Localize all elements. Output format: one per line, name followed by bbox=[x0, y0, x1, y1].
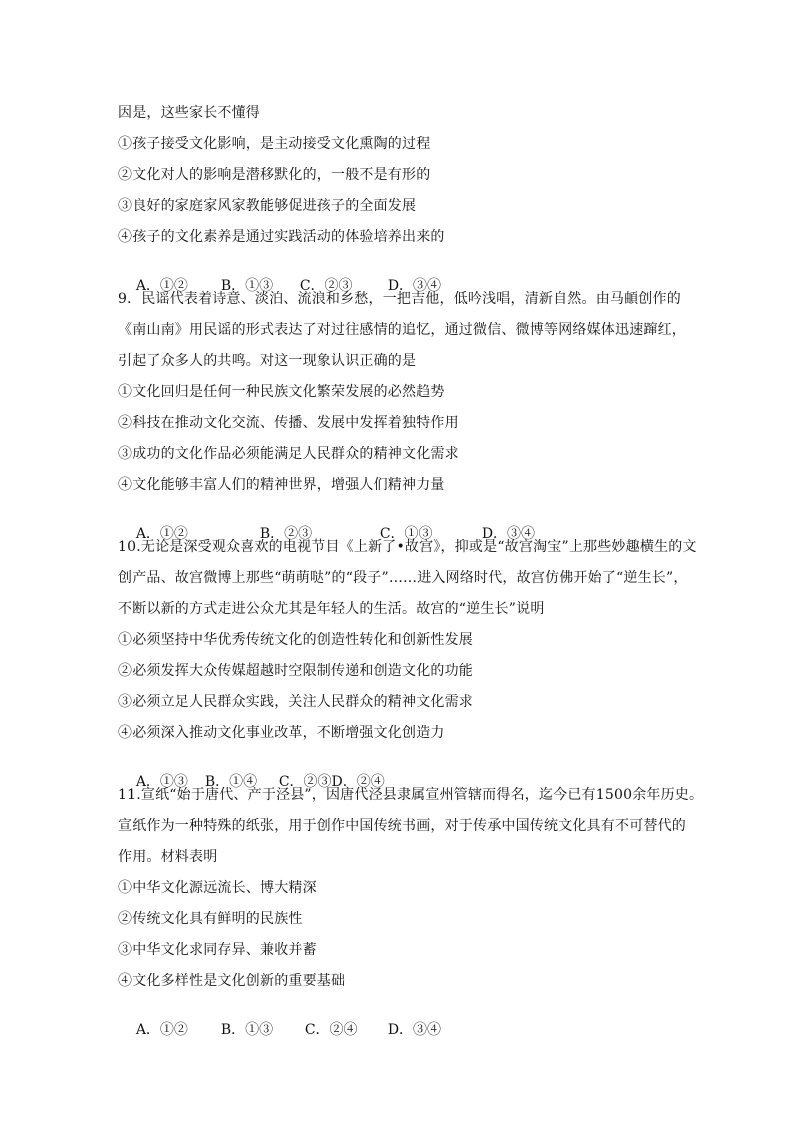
q8-item-4: ④孩子的文化素养是通过实践活动的体验培养出来的 bbox=[118, 229, 445, 245]
q11-item-1: ①中华文化源远流长、博大精深 bbox=[118, 880, 317, 896]
q10-item-3: ③必须立足人民群众实践，关注人民群众的精神文化需求 bbox=[118, 694, 473, 710]
q10-stem-line-1: 10.无论是深受观众喜欢的电视节目《上新了•故宫》，抑或是“故宫淘宝”上那些妙趣横生的文 bbox=[118, 539, 697, 555]
q11-option-a: A．①② bbox=[135, 1022, 188, 1038]
q9-option-a: A．①② bbox=[135, 526, 188, 542]
q9-item-1: ①文化回归是任何一种民族文化繁荣发展的必然趋势 bbox=[118, 384, 445, 400]
q8-item-3: ③良好的家庭家风家教能够促进孩子的全面发展 bbox=[118, 198, 417, 214]
q9-stem-line-3: 引起了众多人的共鸣。对这一现象认识正确的是 bbox=[118, 353, 417, 369]
q9-stem-line-1: 9．民谣代表着诗意、淡泊、流浪和乡愁，一把吉他，低吟浅唱，清新自然。由马頔创作的 bbox=[118, 291, 681, 307]
q9-option-b: B．②③ bbox=[259, 526, 313, 542]
q11-stem-line-1: 11.宣纸“始于唐代、产于泾县”，因唐代泾县隶属宣州管辖而得名，迄今已有1500余年历史。 bbox=[118, 787, 704, 803]
q10-stem-line-2: 创产品、故宫微博上那些“萌萌哒”的“段子”……进入网络时代，故宫仿佛开始了“逆生长”， bbox=[118, 570, 688, 586]
q8-option-c: C．②③ bbox=[299, 278, 353, 294]
q11-option-d: D．③④ bbox=[387, 1022, 442, 1038]
q11-item-3: ③中华文化求同存异、兼收并蓄 bbox=[118, 942, 317, 958]
q10-option-a: A．①③ bbox=[135, 774, 188, 790]
q11-stem-line-3: 作用。材料表明 bbox=[118, 849, 218, 865]
q8-stem-tail: 因是，这些家长不懂得 bbox=[118, 105, 260, 121]
q10-item-4: ④必须深入推动文化事业改革，不断增强文化创造力 bbox=[118, 725, 445, 741]
q11-stem-line-2: 宣纸作为一种特殊的纸张，用于创作中国传统书画，对于传承中国传统文化具有不可替代的 bbox=[118, 818, 686, 834]
q8-item-1: ①孩子接受文化影响，是主动接受文化熏陶的过程 bbox=[118, 136, 431, 152]
q8-option-a: A．①② bbox=[135, 278, 188, 294]
q9-item-3: ③成功的文化作品必须能满足人民群众的精神文化需求 bbox=[118, 446, 459, 462]
q11-option-b: B．①③ bbox=[220, 1022, 274, 1038]
q11-item-2: ②传统文化具有鲜明的民族性 bbox=[118, 911, 303, 927]
q8-item-2: ②文化对人的影响是潜移默化的，一般不是有形的 bbox=[118, 167, 431, 183]
q10-stem-line-3: 不断以新的方式走进公众尤其是年轻人的生活。故宫的“逆生长”说明 bbox=[118, 601, 545, 617]
q10-item-1: ①必须坚持中华优秀传统文化的创造性转化和创新性发展 bbox=[118, 632, 473, 648]
q10-option-cd: C．②③D．②④ bbox=[278, 774, 385, 790]
q11-item-4: ④文化多样性是文化创新的重要基础 bbox=[118, 973, 346, 989]
q11-options bbox=[118, 1003, 441, 1057]
q8-option-d: D．③④ bbox=[387, 278, 442, 294]
q10-option-b: B．①④ bbox=[204, 774, 258, 790]
q9-item-4: ④文化能够丰富人们的精神世界，增强人们精神力量 bbox=[118, 477, 445, 493]
q9-stem-line-2: 《南山南》用民谣的形式表达了对过往感情的追忆，通过微信、微博等网络媒体迅速蹿红， bbox=[118, 322, 686, 338]
q9-option-c: C．①③ bbox=[379, 526, 433, 542]
q10-item-2: ②必须发挥大众传媒超越时空限制传递和创造文化的功能 bbox=[118, 663, 473, 679]
q9-option-d: D．③④ bbox=[481, 526, 536, 542]
q8-option-b: B．①③ bbox=[220, 278, 274, 294]
q9-item-2: ②科技在推动文化交流、传播、发展中发挥着独特作用 bbox=[118, 415, 459, 431]
q11-option-c: C．②④ bbox=[304, 1022, 358, 1038]
